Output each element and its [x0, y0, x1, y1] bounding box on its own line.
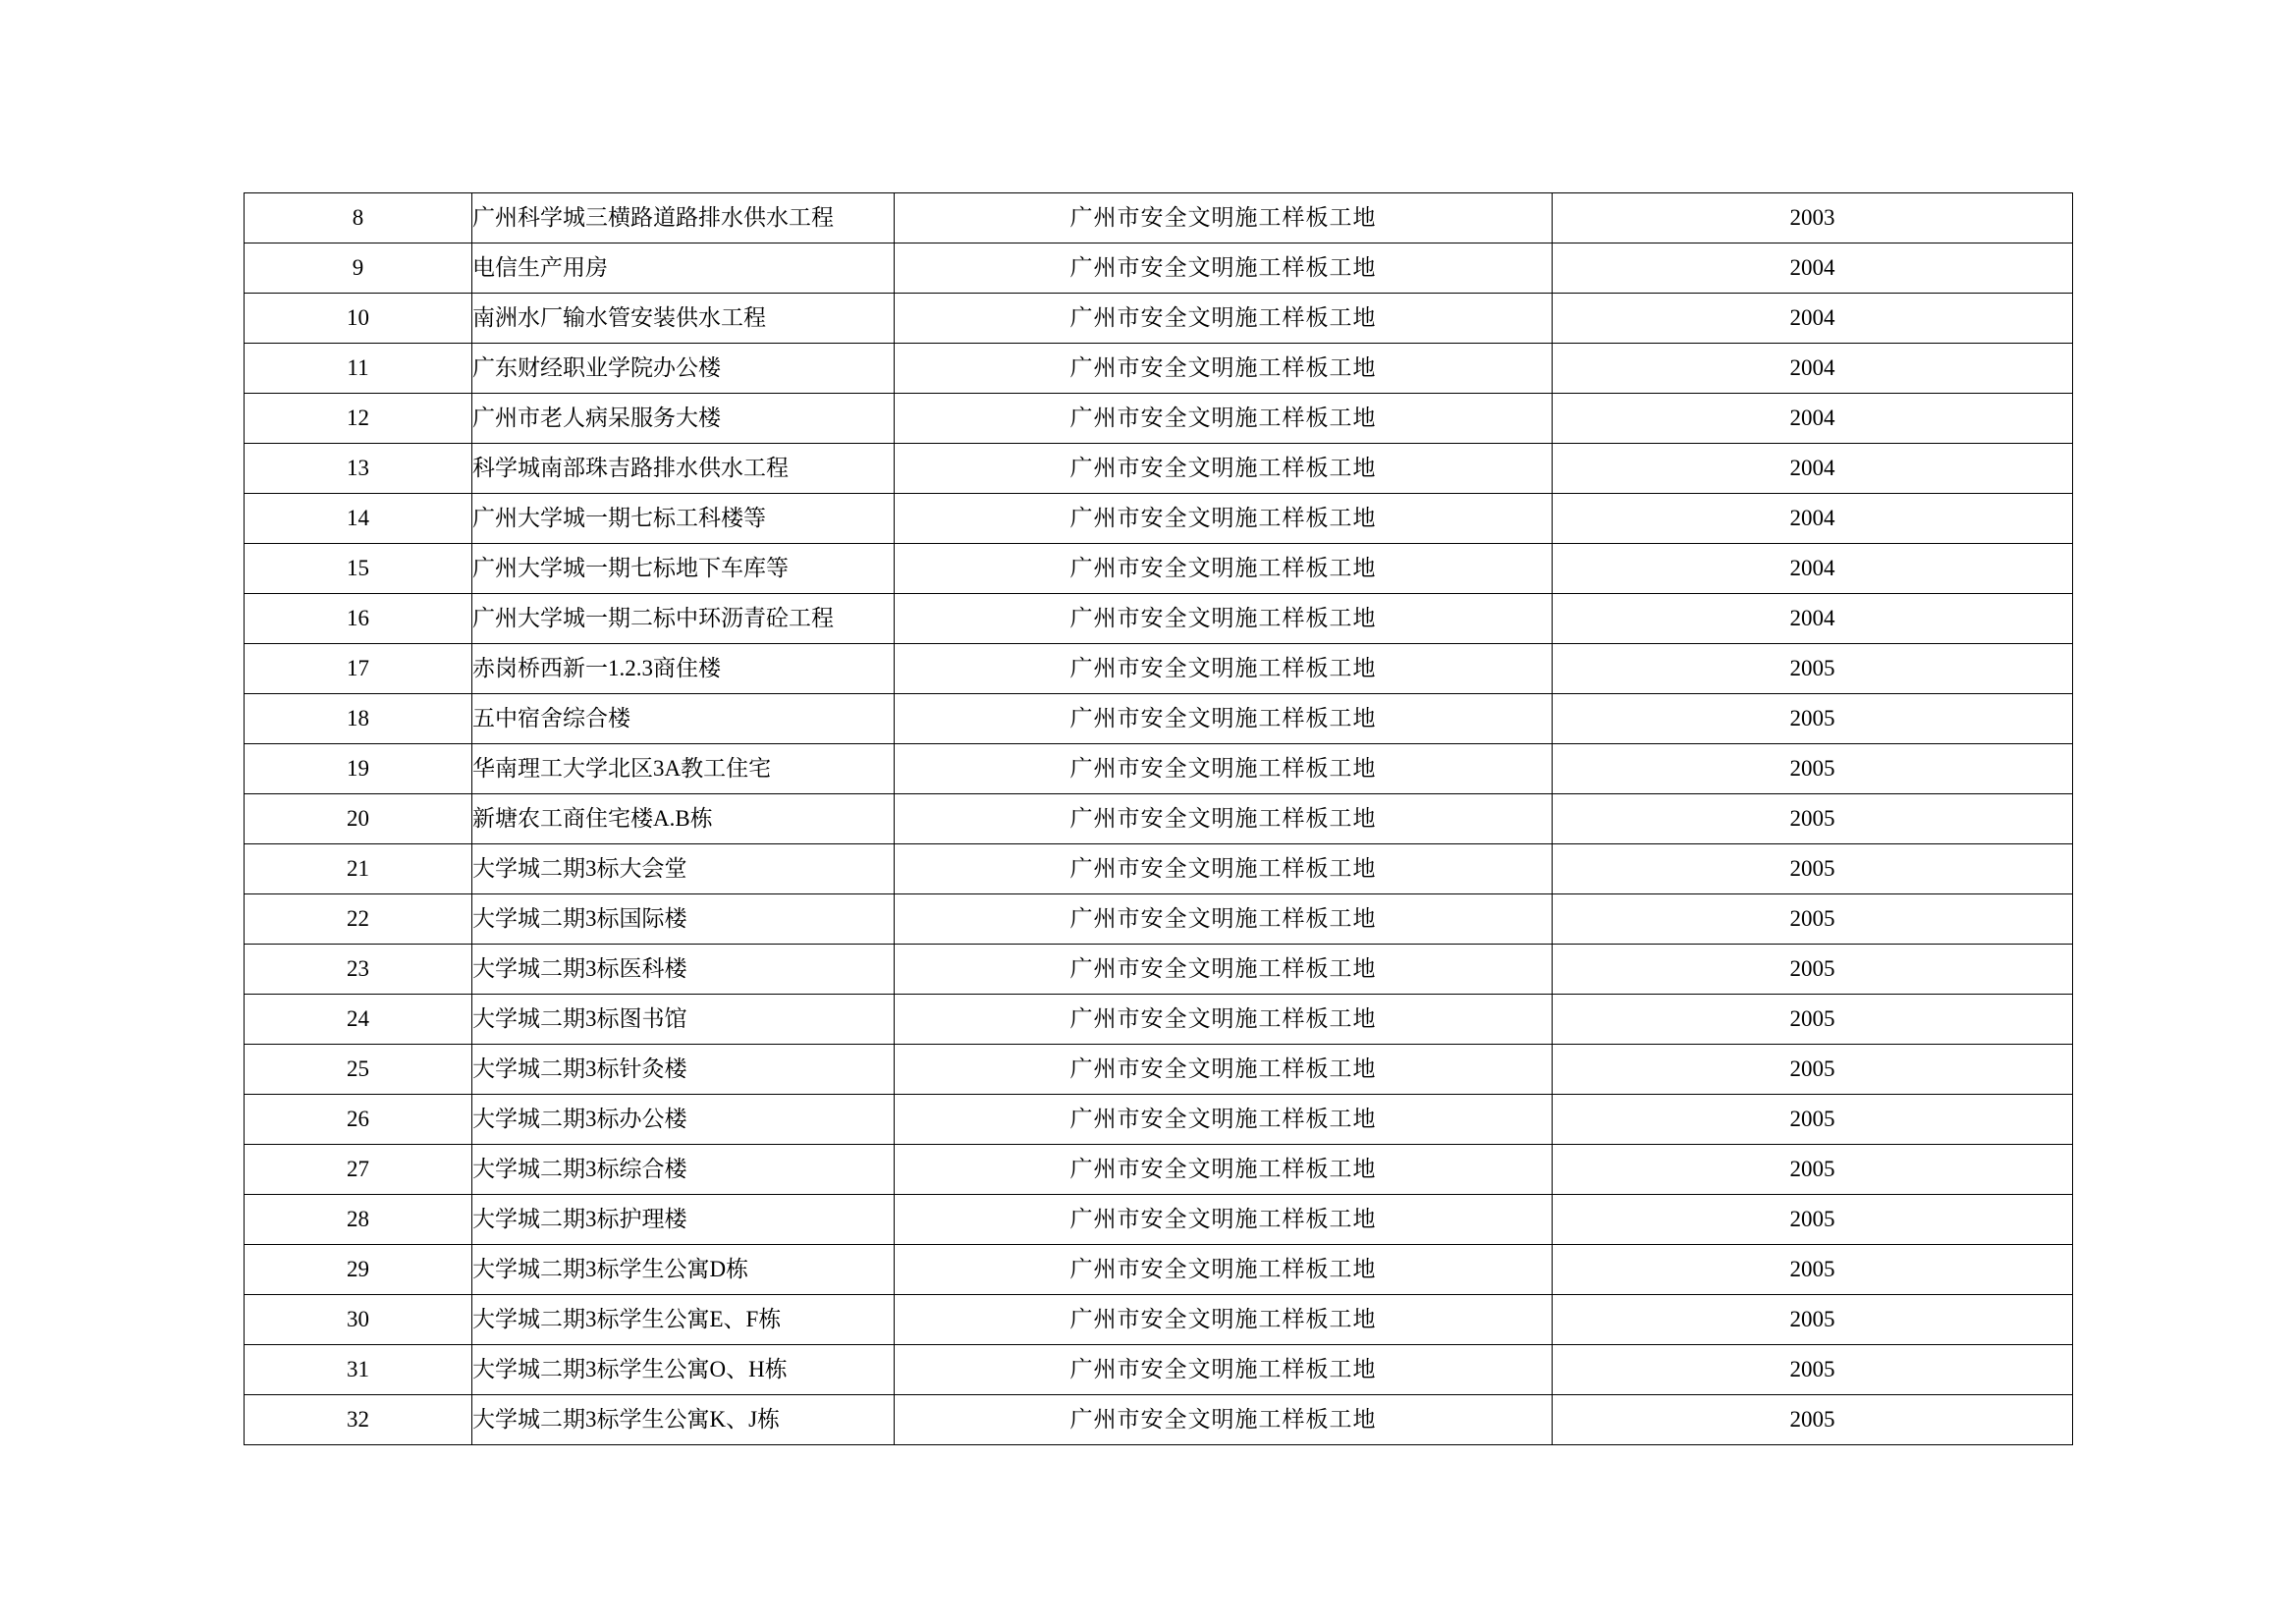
cell-project-name: 大学城二期3标学生公寓D栋: [472, 1245, 895, 1295]
cell-project-name: 大学城二期3标学生公寓O、H栋: [472, 1345, 895, 1395]
cell-project-name: 科学城南部珠吉路排水供水工程: [472, 444, 895, 494]
cell-year: 2004: [1553, 243, 2073, 294]
table-row: [245, 995, 2073, 1045]
table-row: [245, 193, 2073, 243]
cell-project-name: 大学城二期3标医科楼: [472, 945, 895, 995]
cell-serial-number: 17: [245, 644, 472, 694]
table-body: [245, 193, 2073, 1445]
cell-project-name: 赤岗桥西新一1.2.3商住楼: [472, 644, 895, 694]
cell-year: 2005: [1553, 1395, 2073, 1445]
cell-award-name: 广州市安全文明施工样板工地: [895, 644, 1553, 694]
cell-award-name: 广州市安全文明施工样板工地: [895, 594, 1553, 644]
table-row: [245, 894, 2073, 945]
cell-year: 2005: [1553, 894, 2073, 945]
cell-year: 2005: [1553, 995, 2073, 1045]
table-row: [245, 394, 2073, 444]
cell-project-name: 新塘农工商住宅楼A.B栋: [472, 794, 895, 844]
table-row: [245, 1295, 2073, 1345]
table-row: [245, 1245, 2073, 1295]
cell-serial-number: 14: [245, 494, 472, 544]
table-row: [245, 844, 2073, 894]
cell-award-name: 广州市安全文明施工样板工地: [895, 444, 1553, 494]
table-row: [245, 544, 2073, 594]
cell-award-name: 广州市安全文明施工样板工地: [895, 1395, 1553, 1445]
cell-project-name: 广州大学城一期七标地下车库等: [472, 544, 895, 594]
cell-serial-number: 18: [245, 694, 472, 744]
cell-award-name: 广州市安全文明施工样板工地: [895, 1045, 1553, 1095]
table-row: [245, 594, 2073, 644]
cell-year: 2005: [1553, 844, 2073, 894]
cell-serial-number: 24: [245, 995, 472, 1045]
cell-year: 2005: [1553, 1195, 2073, 1245]
cell-year: 2005: [1553, 1245, 2073, 1295]
cell-serial-number: 9: [245, 243, 472, 294]
cell-year: 2004: [1553, 494, 2073, 544]
cell-year: 2005: [1553, 1095, 2073, 1145]
cell-serial-number: 23: [245, 945, 472, 995]
cell-year: 2004: [1553, 394, 2073, 444]
table-row: [245, 344, 2073, 394]
cell-year: 2005: [1553, 644, 2073, 694]
cell-award-name: 广州市安全文明施工样板工地: [895, 294, 1553, 344]
table-row: [245, 1345, 2073, 1395]
table-row: [245, 444, 2073, 494]
cell-serial-number: 30: [245, 1295, 472, 1345]
cell-serial-number: 16: [245, 594, 472, 644]
cell-year: 2005: [1553, 1145, 2073, 1195]
cell-serial-number: 28: [245, 1195, 472, 1245]
cell-project-name: 南洲水厂输水管安装供水工程: [472, 294, 895, 344]
cell-project-name: 电信生产用房: [472, 243, 895, 294]
table-row: [245, 1095, 2073, 1145]
cell-award-name: 广州市安全文明施工样板工地: [895, 744, 1553, 794]
cell-award-name: 广州市安全文明施工样板工地: [895, 1195, 1553, 1245]
cell-year: 2005: [1553, 945, 2073, 995]
cell-serial-number: 20: [245, 794, 472, 844]
cell-year: 2005: [1553, 794, 2073, 844]
table-row: [245, 744, 2073, 794]
cell-award-name: 广州市安全文明施工样板工地: [895, 894, 1553, 945]
cell-award-name: 广州市安全文明施工样板工地: [895, 243, 1553, 294]
cell-award-name: 广州市安全文明施工样板工地: [895, 193, 1553, 243]
cell-year: 2004: [1553, 544, 2073, 594]
cell-year: 2005: [1553, 744, 2073, 794]
cell-serial-number: 19: [245, 744, 472, 794]
cell-project-name: 大学城二期3标学生公寓E、F栋: [472, 1295, 895, 1345]
award-records-table-wrapper: [244, 192, 2072, 1445]
cell-award-name: 广州市安全文明施工样板工地: [895, 694, 1553, 744]
cell-project-name: 大学城二期3标图书馆: [472, 995, 895, 1045]
cell-serial-number: 25: [245, 1045, 472, 1095]
cell-project-name: 广州大学城一期二标中环沥青砼工程: [472, 594, 895, 644]
cell-award-name: 广州市安全文明施工样板工地: [895, 394, 1553, 444]
cell-award-name: 广州市安全文明施工样板工地: [895, 794, 1553, 844]
cell-serial-number: 12: [245, 394, 472, 444]
cell-project-name: 广州科学城三横路道路排水供水工程: [472, 193, 895, 243]
cell-serial-number: 27: [245, 1145, 472, 1195]
cell-award-name: 广州市安全文明施工样板工地: [895, 344, 1553, 394]
cell-serial-number: 31: [245, 1345, 472, 1395]
cell-serial-number: 11: [245, 344, 472, 394]
table-row: [245, 294, 2073, 344]
cell-year: 2005: [1553, 1295, 2073, 1345]
cell-project-name: 大学城二期3标大会堂: [472, 844, 895, 894]
cell-serial-number: 10: [245, 294, 472, 344]
cell-serial-number: 22: [245, 894, 472, 945]
table-row: [245, 945, 2073, 995]
cell-project-name: 大学城二期3标学生公寓K、J栋: [472, 1395, 895, 1445]
cell-year: 2004: [1553, 294, 2073, 344]
table-row: [245, 694, 2073, 744]
table-row: [245, 1145, 2073, 1195]
table-row: [245, 794, 2073, 844]
table-row: [245, 644, 2073, 694]
cell-year: 2004: [1553, 594, 2073, 644]
table-row: [245, 1045, 2073, 1095]
award-records-table: [244, 192, 2073, 1445]
cell-serial-number: 8: [245, 193, 472, 243]
table-row: [245, 1395, 2073, 1445]
table-row: [245, 1195, 2073, 1245]
cell-project-name: 大学城二期3标护理楼: [472, 1195, 895, 1245]
cell-year: 2003: [1553, 193, 2073, 243]
cell-project-name: 广东财经职业学院办公楼: [472, 344, 895, 394]
cell-project-name: 华南理工大学北区3A教工住宅: [472, 744, 895, 794]
cell-year: 2004: [1553, 444, 2073, 494]
cell-award-name: 广州市安全文明施工样板工地: [895, 1295, 1553, 1345]
cell-serial-number: 29: [245, 1245, 472, 1295]
cell-award-name: 广州市安全文明施工样板工地: [895, 1095, 1553, 1145]
cell-award-name: 广州市安全文明施工样板工地: [895, 995, 1553, 1045]
cell-project-name: 大学城二期3标综合楼: [472, 1145, 895, 1195]
cell-serial-number: 26: [245, 1095, 472, 1145]
cell-award-name: 广州市安全文明施工样板工地: [895, 844, 1553, 894]
cell-award-name: 广州市安全文明施工样板工地: [895, 1345, 1553, 1395]
table-row: [245, 243, 2073, 294]
cell-serial-number: 21: [245, 844, 472, 894]
cell-award-name: 广州市安全文明施工样板工地: [895, 945, 1553, 995]
cell-award-name: 广州市安全文明施工样板工地: [895, 1145, 1553, 1195]
cell-serial-number: 32: [245, 1395, 472, 1445]
cell-project-name: 广州大学城一期七标工科楼等: [472, 494, 895, 544]
cell-award-name: 广州市安全文明施工样板工地: [895, 544, 1553, 594]
cell-year: 2005: [1553, 1345, 2073, 1395]
cell-project-name: 广州市老人病呆服务大楼: [472, 394, 895, 444]
table-row: [245, 494, 2073, 544]
cell-award-name: 广州市安全文明施工样板工地: [895, 494, 1553, 544]
cell-serial-number: 15: [245, 544, 472, 594]
cell-year: 2004: [1553, 344, 2073, 394]
cell-project-name: 大学城二期3标针灸楼: [472, 1045, 895, 1095]
cell-year: 2005: [1553, 694, 2073, 744]
cell-year: 2005: [1553, 1045, 2073, 1095]
cell-serial-number: 13: [245, 444, 472, 494]
cell-project-name: 大学城二期3标国际楼: [472, 894, 895, 945]
cell-award-name: 广州市安全文明施工样板工地: [895, 1245, 1553, 1295]
cell-project-name: 大学城二期3标办公楼: [472, 1095, 895, 1145]
cell-project-name: 五中宿舍综合楼: [472, 694, 895, 744]
